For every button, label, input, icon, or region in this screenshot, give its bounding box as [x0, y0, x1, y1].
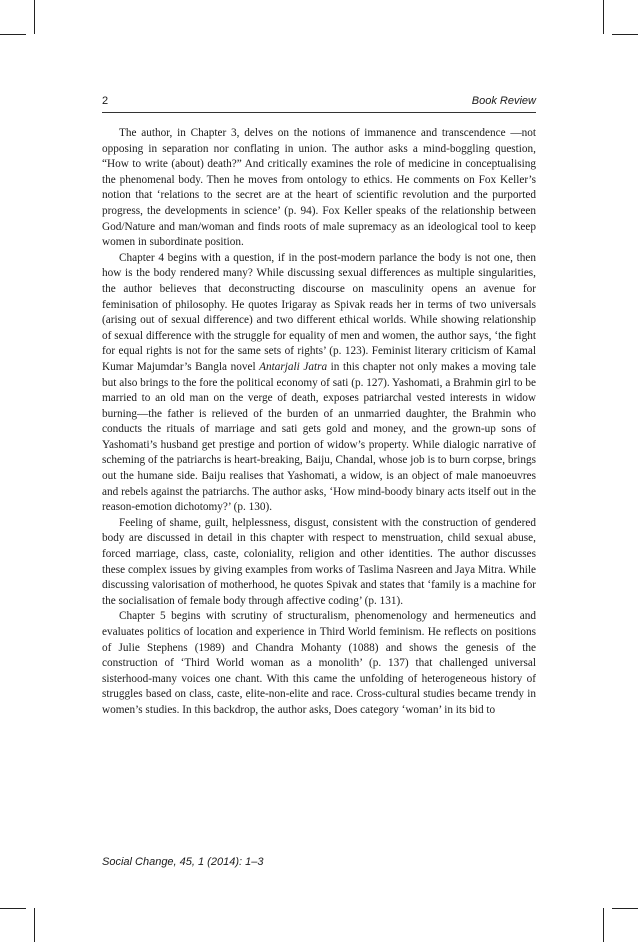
page-number: 2 — [102, 95, 109, 107]
novel-title: Antarjali Jatra — [259, 360, 328, 373]
running-title: Book Review — [471, 95, 536, 107]
crop-mark-bottom-left-vertical — [34, 908, 35, 942]
crop-mark-bottom-left-horizontal — [0, 908, 26, 909]
crop-mark-top-right-horizontal — [612, 34, 638, 35]
journal-citation: Social Change, 45, 1 (2014): 1–3 — [102, 856, 264, 868]
crop-mark-top-left-horizontal — [0, 34, 26, 35]
paragraph-chapter-4-part-a: Chapter 4 begins with a question, if in the post-modern parlance the body is not one, then how is the body rendered many? While discussing sexual differences as multiple singularities, the author believes that deconstructing discourse on masculinity opens an avenue for feminisation of philosophy. He quotes Irigaray as Spivak reads her in terms of two universals (arising out of sexual difference) and two different ethical worlds. While showing relationship of sexual difference with the struggle for equality of men and women, the author says, ‘the fight for equal rights is not for the same sets of rights’ (p. 123). Feminist literary criticism of Kamal Kumar Majumdar’s Bangla novel — [102, 251, 536, 373]
crop-mark-bottom-right-vertical — [603, 908, 604, 942]
article-body — [102, 126, 536, 719]
paragraph-chapter-3: The author, in Chapter 3, delves on the notions of immanence and transcendence —not opposing in separation nor conflating in union. The author asks a mind-boggling question, “How to write (about) death?” And critically examines the role of medicine in conceptualising the phenomenal body. Then he moves from ontology to ethics. He comments on Fox Keller’s notion that ‘relations to the secret are at the heart of scientific revolution and the purported progress, the developments in science’ (p. 94). Fox Keller speaks of the relationship between God/Nature and man/woman and finds roots of male supremacy as an ideological tool to keep women in subordinate position. — [102, 127, 536, 249]
paragraph-chapter-4-part-b: in this chapter not only makes a moving tale but also brings to the fore the political economy of sati (p. 127). Yashomati, a Brahmin girl to be married to an old man on the verge of death, exposes patriarchal vested interests in widow burning—the father is relieved of the burden of an unmarried daughter, the Brahmin who conducts the rituals of marriage and sati gets gold and money, and the grown-up sons of Yashomati’s husband get prestige and portion of widow’s property. While dialogic narrative of scheming of the patriarchs is heart-breaking, Baiju, Chandal, whose job is to burn corpse, brings out the humane side. Baiju realises that Yashomati, a widow, is an object of male manoeuvres and rebels against the patriarchs. The author asks, ‘How mind-boody binary acts itself out in the reason-emotion dichotomy?’ (p. 130). — [102, 360, 536, 514]
crop-mark-top-right-vertical — [603, 0, 604, 34]
paragraph-gendered-body: Feeling of shame, guilt, helplessness, disgust, consistent with the construction of gendered body are discussed in detail in this chapter with respect to menstruation, child sexual abuse, forced marriage, class, caste, coloniality, religion and other identities. The author discusses these complex issues by giving examples from works of Taslima Nasreen and Jaya Mitra. While discussing valorisation of motherhood, he quotes Spivak and states that ‘family is a machine for the socialisation of female body through affective coding’ (p. 131). — [102, 516, 536, 607]
running-header — [102, 94, 536, 113]
paragraph-chapter-4 — [102, 251, 536, 516]
crop-mark-top-left-vertical — [34, 0, 35, 34]
paragraph-chapter-5: Chapter 5 begins with scrutiny of structuralism, phenomenology and hermeneutics and evaluates politics of location and experience in Third World feminism. He reflects on positions of Julie Stephens (1989) and Chandra Mohanty (1088) and shows the genesis of the construction of ‘Third World woman as a monolith’ (p. 137) that challenged universal sisterhood-many voices one chant. With this came the unfolding of heterogeneous history of struggles based on class, caste, elite-non-elite and race. Cross-cultural studies became trendy in women’s studies. In this backdrop, the author asks, Does category ‘woman’ in its bid to — [102, 610, 536, 716]
crop-mark-bottom-right-horizontal — [612, 908, 638, 909]
